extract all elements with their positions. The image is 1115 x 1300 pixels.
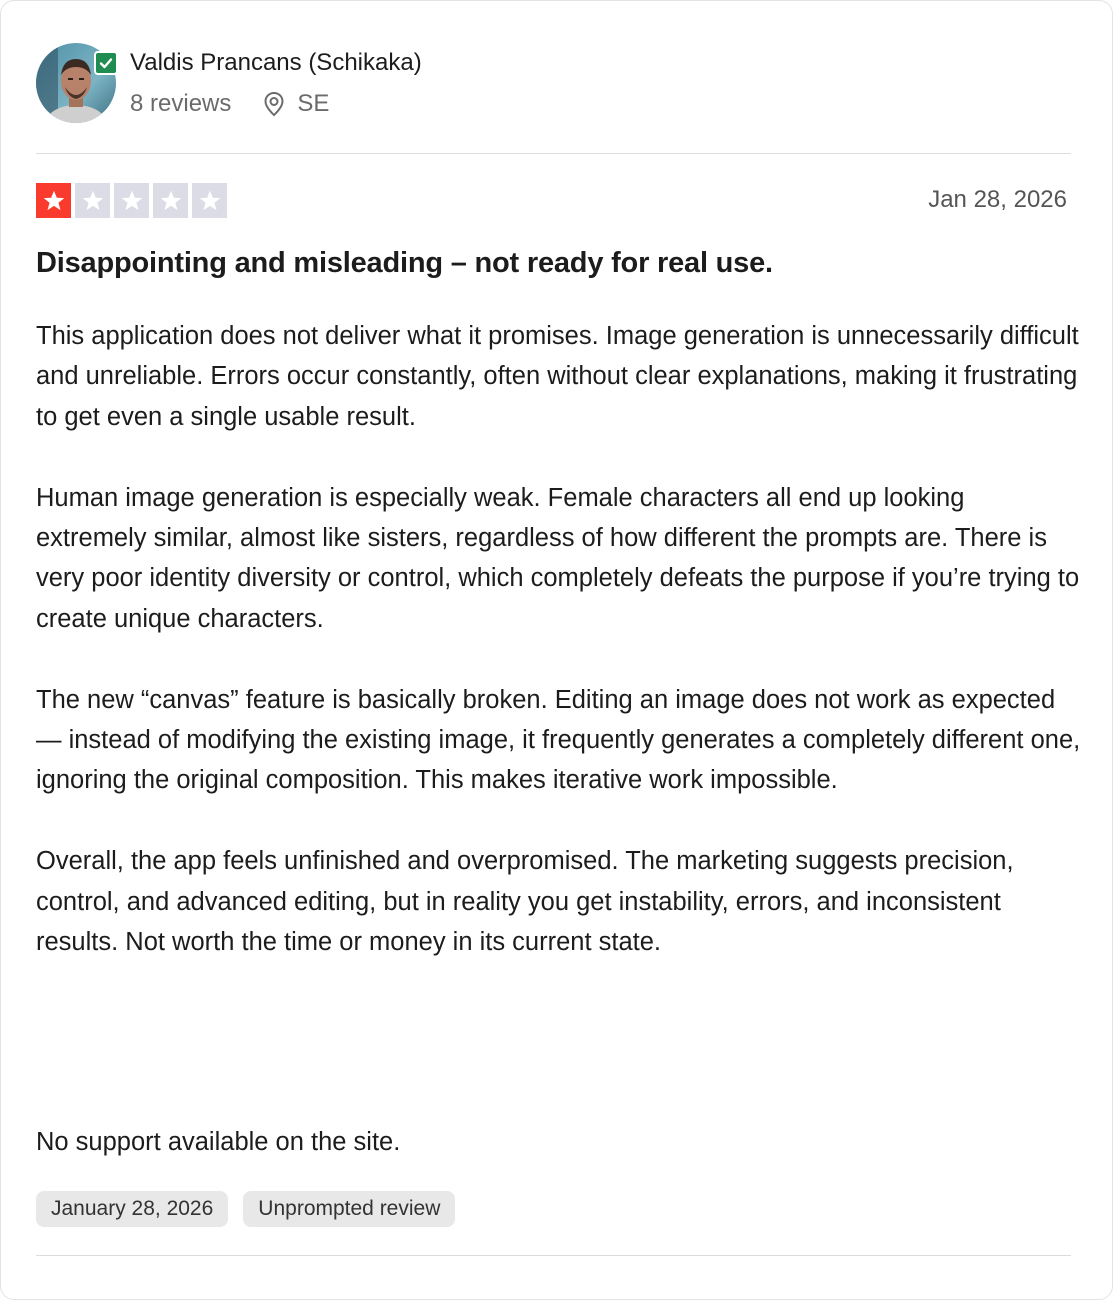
review-body: [36, 316, 1081, 1003]
footer-divider: [36, 1255, 1071, 1256]
reviewer-name[interactable]: Valdis Prancans (Schikaka): [130, 49, 422, 76]
header-divider: [36, 153, 1071, 154]
review-paragraph: Overall, the app feels unfinished and overpromised. The marketing suggests precision, control, and advanced editing, but in reality you get instability, errors, and inconsistent results. Not worth the time or money in its current state.: [36, 847, 1014, 957]
review-support-note: No support available on the site.: [36, 1128, 401, 1156]
location-pin-icon: [263, 91, 285, 117]
star-empty-icon: [114, 183, 149, 218]
reviewer-meta: [130, 89, 329, 119]
reviews-count: 8 reviews: [130, 90, 232, 117]
review-tags: [36, 1191, 470, 1227]
star-rating: [36, 183, 231, 218]
review-paragraph: Human image generation is especially weak. Female characters all end up looking extremely similar, almost like sisters, regardless of how different the prompts are. There is very poor identity diversity or control, which completely defeats the purpose if you’re trying to create unique characters.: [36, 483, 1080, 633]
review-date: Jan 28, 2026: [928, 186, 1067, 213]
star-filled-icon: [36, 183, 71, 218]
reviewer-header: [36, 43, 1071, 125]
star-empty-icon: [192, 183, 227, 218]
star-empty-icon: [153, 183, 188, 218]
star-empty-icon: [75, 183, 110, 218]
review-title[interactable]: Disappointing and misleading – not ready for real use.: [36, 247, 773, 279]
verified-check-icon: [94, 51, 118, 75]
review-paragraph: The new “canvas” feature is basically broken. Editing an image does not work as expected — instead of modifying the existing image, it frequently generates a completely different one, ignoring the original composition. This makes iterative work impossible.: [36, 685, 1081, 795]
unprompted-review-tag[interactable]: Unprompted review: [243, 1191, 455, 1227]
experience-date-tag: January 28, 2026: [36, 1191, 228, 1227]
reviewer-country: SE: [297, 90, 330, 117]
review-paragraph: This application does not deliver what it promises. Image generation is unnecessarily difficult and unreliable. Errors occur constantly, often without clear explanations, making it frustrating to get even a single usable result.: [36, 322, 1079, 431]
